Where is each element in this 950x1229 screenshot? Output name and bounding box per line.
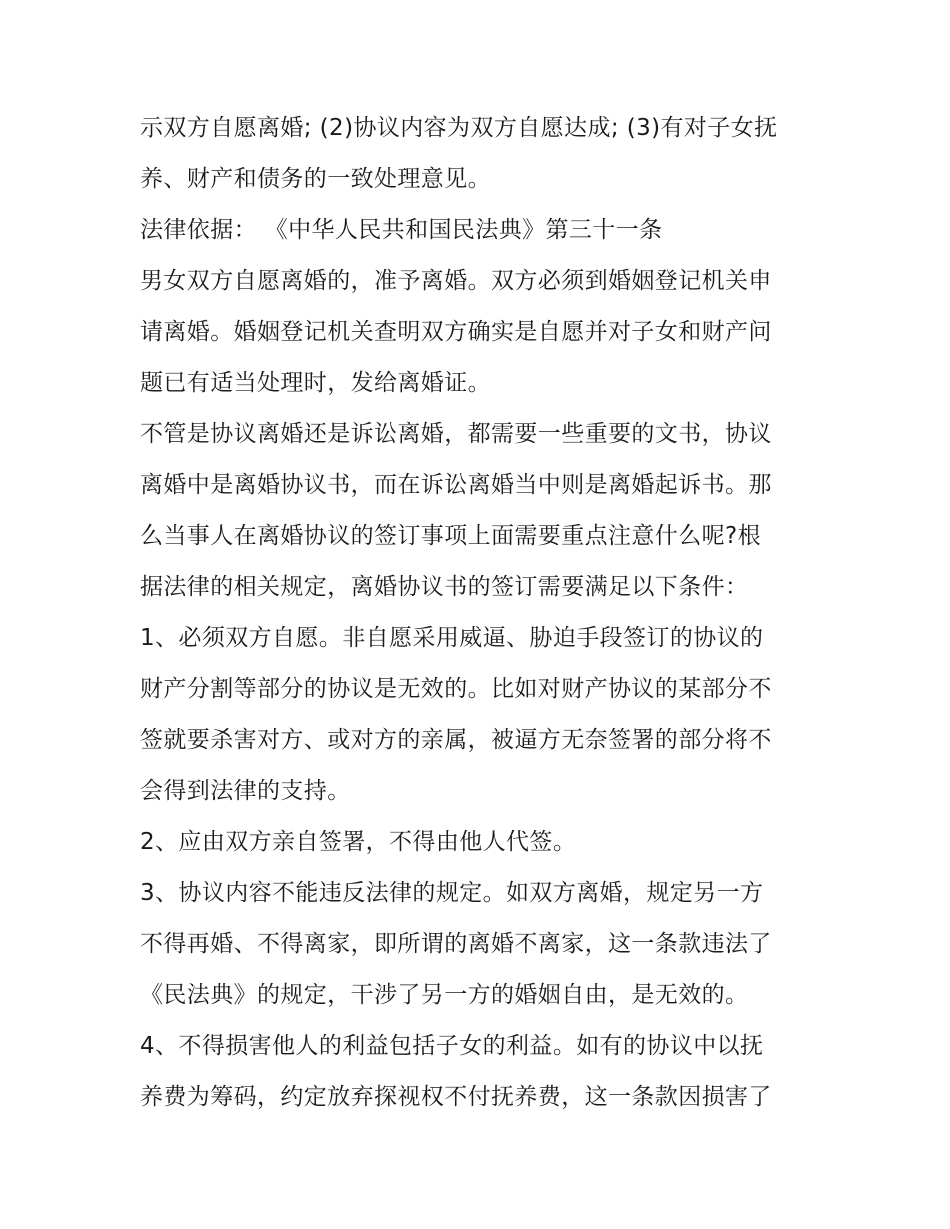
document-body	[140, 103, 820, 1123]
text-line: 《民法典》的规定，干涉了另一方的婚姻自由，是无效的。	[140, 982, 749, 1008]
text-line: 题已有适当处理时，发给离婚证。	[140, 370, 491, 396]
text-line: 不管是协议离婚还是诉讼离婚，都需要一些重要的文书，协议	[140, 421, 772, 447]
text-line: 据法律的相关规定，离婚协议书的签订需要满足以下条件：	[140, 574, 749, 600]
text-line: 示双方自愿离婚; (2)协议内容为双方自愿达成; (3)有对子女抚	[140, 115, 778, 141]
text-line: 财产分割等部分的协议是无效的。比如对财产协议的某部分不	[140, 676, 772, 702]
text-line: 养、财产和债务的一致处理意见。	[140, 166, 491, 192]
text-line: 2、应由双方亲自签署，不得由他人代签。	[140, 829, 577, 855]
text-line: 请离婚。婚姻登记机关查明双方确实是自愿并对子女和财产问	[140, 319, 772, 345]
text-line: 签就要杀害对方、或对方的亲属，被逼方无奈签署的部分将不	[140, 727, 772, 753]
text-line: 男女双方自愿离婚的，准予离婚。双方必须到婚姻登记机关申	[140, 268, 772, 294]
text-line: 么当事人在离婚协议的签订事项上面需要重点注意什么呢?根	[140, 523, 762, 549]
text-line: 3、协议内容不能违反法律的规定。如双方离婚，规定另一方	[140, 880, 764, 906]
text-line: 养费为筹码，约定放弃探视权不付抚养费，这一条款因损害了	[140, 1084, 772, 1110]
text-line: 不得再婚、不得离家，即所谓的离婚不离家，这一条款违法了	[140, 931, 772, 957]
text-line: 法律依据： 《中华人民共和国民法典》第三十一条	[140, 217, 663, 243]
text-line: 4、不得损害他人的利益包括子女的利益。如有的协议中以抚	[140, 1033, 764, 1059]
text-line: 1、必须双方自愿。非自愿采用威逼、胁迫手段签订的协议的	[140, 625, 764, 651]
text-line: 会得到法律的支持。	[140, 778, 351, 804]
text-line: 离婚中是离婚协议书，而在诉讼离婚当中则是离婚起诉书。那	[140, 472, 772, 498]
